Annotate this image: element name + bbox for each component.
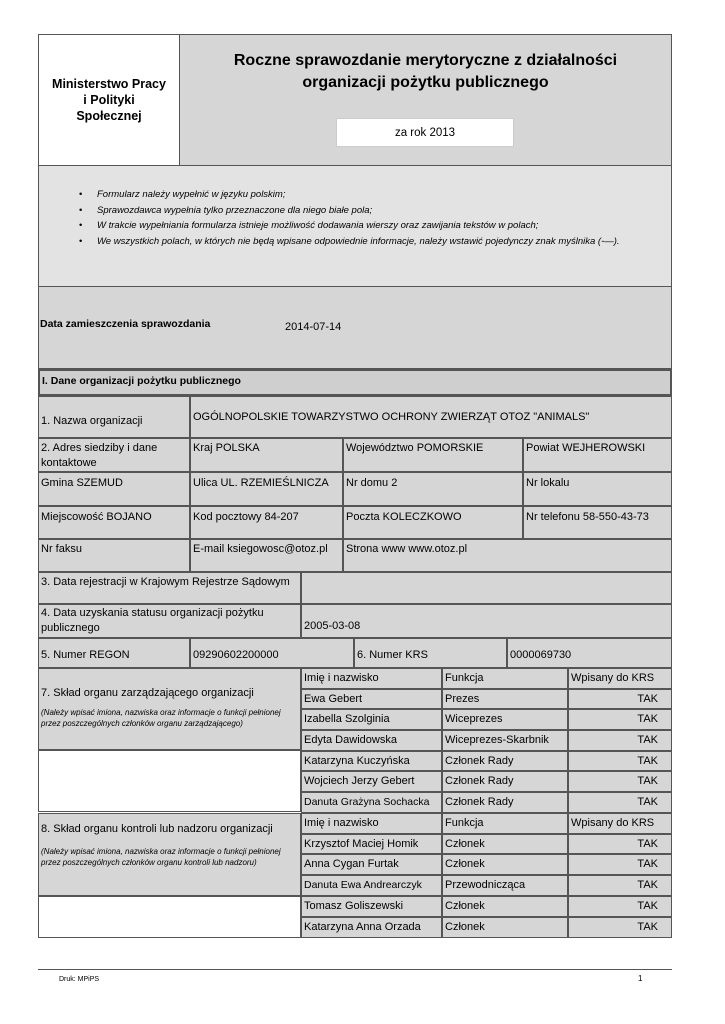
supervisory-member-name[interactable]: Krzysztof Maciej Homik xyxy=(301,834,442,854)
voivodeship-field[interactable]: Województwo POMORSKIE xyxy=(343,438,523,472)
supervisory-body-spacer xyxy=(38,896,301,938)
supervisory-member-krs[interactable]: TAK xyxy=(568,896,672,917)
commune-field[interactable]: Gmina SZEMUD xyxy=(38,472,190,506)
board-member-krs[interactable]: TAK xyxy=(568,709,672,730)
board-member-name[interactable]: Edyta Dawidowska xyxy=(301,730,442,751)
opp-status-date-label: 4. Data uzyskania statusu organizacji pożytku publicznego xyxy=(38,604,301,638)
section-1-header: I. Dane organizacji pożytku publicznego xyxy=(38,369,672,396)
website-field[interactable]: Strona www www.otoz.pl xyxy=(343,539,672,572)
org-name-value[interactable]: OGÓLNOPOLSKIE TOWARZYSTWO OCHRONY ZWIERZĄT OTOZ "ANIMALS" xyxy=(190,396,672,438)
management-board-note: (Należy wpisać imiona, nazwiska oraz informacje o funkcji pełnionej przez poszczególnych członków organu zarządzającego) xyxy=(41,708,281,728)
board-member-krs[interactable]: TAK xyxy=(568,771,672,792)
supervisory-member-function[interactable]: Członek xyxy=(442,917,568,938)
board-member-function[interactable]: Wiceprezes-Skarbnik xyxy=(442,730,568,751)
board-member-name[interactable]: Danuta Grażyna Sochacka xyxy=(301,792,442,813)
phone-field[interactable]: Nr telefonu 58-550-43-73 xyxy=(523,506,672,539)
supervisory-header-krs: Wpisany do KRS xyxy=(568,813,672,834)
board-member-function[interactable]: Członek Rady xyxy=(442,792,568,813)
krs-number-value[interactable]: 0000069730 xyxy=(507,638,672,668)
apartment-number-field[interactable]: Nr lokalu xyxy=(523,472,672,506)
board-member-function[interactable]: Członek Rady xyxy=(442,751,568,771)
supervisory-member-function[interactable]: Przewodnicząca xyxy=(442,875,568,896)
instruction-item: • Formularz należy wypełnić w języku polskim; xyxy=(79,187,671,203)
fax-field[interactable]: Nr faksu xyxy=(38,539,190,572)
supervisory-member-krs[interactable]: TAK xyxy=(568,834,672,854)
board-member-krs[interactable]: TAK xyxy=(568,751,672,771)
opp-status-date-value[interactable]: 2005-03-08 xyxy=(301,604,672,638)
footer-print-label: Druk: MPiPS xyxy=(59,976,100,983)
board-member-krs[interactable]: TAK xyxy=(568,730,672,751)
supervisory-member-name[interactable]: Anna Cygan Furtak xyxy=(301,854,442,875)
supervisory-member-name[interactable]: Tomasz Goliszewski xyxy=(301,896,442,917)
board-member-function[interactable]: Prezes xyxy=(442,689,568,709)
supervisory-member-function[interactable]: Członek xyxy=(442,896,568,917)
board-member-name[interactable]: Ewa Gebert xyxy=(301,689,442,709)
supervisory-header-name: Imię i nazwisko xyxy=(301,813,442,834)
supervisory-body-title: 8. Skład organu kontroli lub nadzoru organizacji xyxy=(41,823,273,835)
country-field[interactable]: Kraj POLSKA xyxy=(190,438,343,472)
org-name-label: 1. Nazwa organizacji xyxy=(38,396,190,438)
management-board-spacer xyxy=(38,750,301,812)
email-field[interactable]: E-mail ksiegowosc@otoz.pl xyxy=(190,539,343,572)
postal-code-field[interactable]: Kod pocztowy 84-207 xyxy=(190,506,343,539)
supervisory-member-krs[interactable]: TAK xyxy=(568,917,672,938)
house-number-field[interactable]: Nr domu 2 xyxy=(343,472,523,506)
instruction-item: • We wszystkich polach, w których nie będą wpisane odpowiednie informacje, należy wstawić pojedynczy znak myślnika (-—). xyxy=(79,234,671,250)
supervisory-member-name[interactable]: Katarzyna Anna Orzada xyxy=(301,917,442,938)
board-member-krs[interactable]: TAK xyxy=(568,689,672,709)
supervisory-member-function[interactable]: Członek xyxy=(442,834,568,854)
supervisory-header-function: Funkcja xyxy=(442,813,568,834)
supervisory-body-note: (Należy wpisać imiona, nazwiska oraz informacje o funkcji pełnionej przez poszczególnych członków organu kontroli lub nadzoru) xyxy=(41,847,281,867)
instructions-panel xyxy=(38,166,672,287)
board-member-function[interactable]: Członek Rady xyxy=(442,771,568,792)
board-member-name[interactable]: Katarzyna Kuczyńska xyxy=(301,751,442,771)
county-field[interactable]: Powiat WEJHEROWSKI xyxy=(523,438,672,472)
address-label: 2. Adres siedziby i dane kontaktowe xyxy=(38,438,190,472)
page-number: 1 xyxy=(638,974,643,983)
submission-date-value[interactable]: 2014-07-14 xyxy=(285,321,342,333)
ministry-name xyxy=(38,34,180,166)
supervisory-member-krs[interactable]: TAK xyxy=(568,854,672,875)
krs-number-label: 6. Numer KRS xyxy=(354,638,507,668)
board-member-function[interactable]: Wiceprezes xyxy=(442,709,568,730)
supervisory-member-krs[interactable]: TAK xyxy=(568,875,672,896)
board-header-krs: Wpisany do KRS xyxy=(568,668,672,689)
instruction-item: • W trakcie wypełniania formularza istnieje możliwość dodawania wierszy oraz zawijania tekstów w polach; xyxy=(79,218,671,234)
supervisory-body-label xyxy=(38,813,301,896)
board-member-name[interactable]: Wojciech Jerzy Gebert xyxy=(301,771,442,792)
regon-value[interactable]: 09290602200000 xyxy=(190,638,354,668)
board-header-name: Imię i nazwisko xyxy=(301,668,442,689)
footer-divider xyxy=(38,969,672,970)
management-board-title: 7. Skład organu zarządzającego organizacji xyxy=(41,687,254,699)
post-office-field[interactable]: Poczta KOLECZKOWO xyxy=(343,506,523,539)
street-field[interactable]: Ulica UL. RZEMIEŚLNICZA xyxy=(190,472,343,506)
form-title: Roczne sprawozdanie merytoryczne z działalności organizacji pożytku publicznego xyxy=(180,34,672,108)
city-field[interactable]: Miejscowość BOJANO xyxy=(38,506,190,539)
instruction-item: • Sprawozdawca wypełnia tylko przeznaczone dla niego białe pola; xyxy=(79,203,671,219)
krs-registration-date-label: 3. Data rejestracji w Krajowym Rejestrze Sądowym xyxy=(38,572,301,604)
board-header-function: Funkcja xyxy=(442,668,568,689)
regon-label: 5. Numer REGON xyxy=(38,638,190,668)
supervisory-member-function[interactable]: Członek xyxy=(442,854,568,875)
report-year-field[interactable]: za rok 2013 xyxy=(336,118,514,147)
krs-registration-date-value[interactable] xyxy=(301,572,672,604)
submission-date-label: Data zamieszczenia sprawozdania xyxy=(40,318,211,330)
board-member-name[interactable]: Izabella Szolginia xyxy=(301,709,442,730)
supervisory-member-name[interactable]: Danuta Ewa Andrearczyk xyxy=(301,875,442,896)
board-member-krs[interactable]: TAK xyxy=(568,792,672,813)
ministry-name-text: Ministerstwo Pracy i Polityki Społecznej xyxy=(52,77,166,123)
management-board-label xyxy=(38,668,301,750)
instructions-list xyxy=(39,166,671,249)
